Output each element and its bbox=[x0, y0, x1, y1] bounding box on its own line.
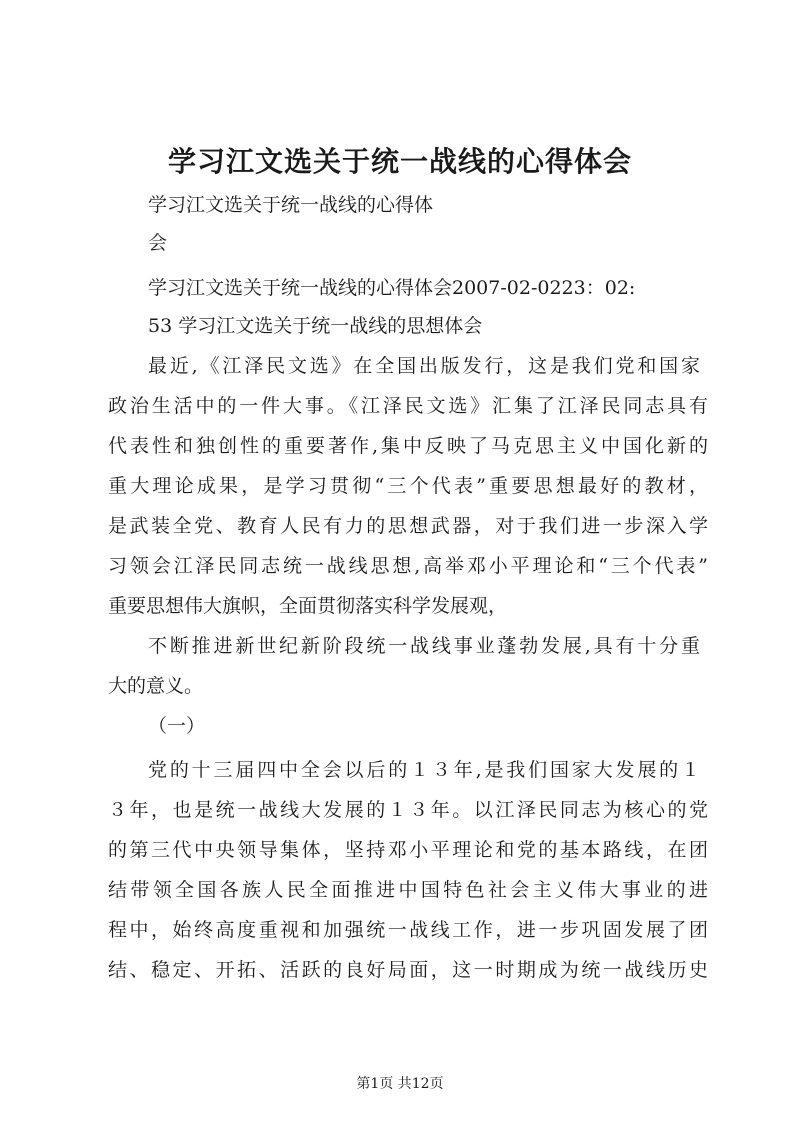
text-line: 代表性和独创性的重要著作,集中反映了马克思主义中国化新的 bbox=[108, 435, 708, 457]
text-line: 学习江文选关于统一战线的心得体会2007-02-0223：02: bbox=[148, 277, 636, 299]
text-line: 结带领全国各族人民全面推进中国特色社会主义伟大事业的进 bbox=[108, 879, 708, 901]
text-line: 的第三代中央领导集体，坚持邓小平理论和党的基本路线，在团 bbox=[108, 839, 708, 861]
page-number: 第1页 共12页 bbox=[356, 1076, 444, 1092]
text-line: 不断推进新世纪新阶段统一战线事业蓬勃发展,具有十分重 bbox=[148, 635, 700, 657]
text-line: 会 bbox=[148, 232, 168, 254]
text-line: 学习江文选关于统一战线的心得体 bbox=[148, 194, 434, 216]
text-line: 结、稳定、开拓、活跃的良好局面，这一时期成为统一战线历史 bbox=[108, 959, 708, 981]
text-line: 政治生活中的一件大事。《江泽民文选》汇集了江泽民同志具有 bbox=[108, 395, 708, 417]
text-line: 习领会江泽民同志统一战线思想,高举邓小平理论和“三个代表” bbox=[108, 555, 708, 577]
text-line: 是武装全党、教育人民有力的思想武器，对于我们进一步深入学 bbox=[108, 515, 708, 537]
text-line: 重大理论成果，是学习贯彻“三个代表”重要思想最好的教材， bbox=[108, 475, 708, 497]
text-line: 党的十三届四中全会以后的１３年,是我们国家大发展的１ bbox=[148, 759, 700, 781]
section-heading: （一） bbox=[148, 715, 206, 737]
text-line: 重要思想伟大旗帜，全面贯彻落实科学发展观， bbox=[108, 595, 508, 617]
text-line: ３年，也是统一战线大发展的１３年。以江泽民同志为核心的党 bbox=[108, 799, 708, 821]
text-line: 程中，始终高度重视和加强统一战线工作，进一步巩固发展了团 bbox=[108, 919, 708, 941]
document-title: 学习江文选关于统一战线的心得体会 bbox=[167, 145, 632, 178]
text-line: 最近,《江泽民文选》在全国出版发行，这是我们党和国家 bbox=[148, 355, 700, 377]
text-line: 53 学习江文选关于统一战线的思想体会 bbox=[148, 315, 483, 337]
text-line: 大的意义。 bbox=[108, 675, 204, 697]
